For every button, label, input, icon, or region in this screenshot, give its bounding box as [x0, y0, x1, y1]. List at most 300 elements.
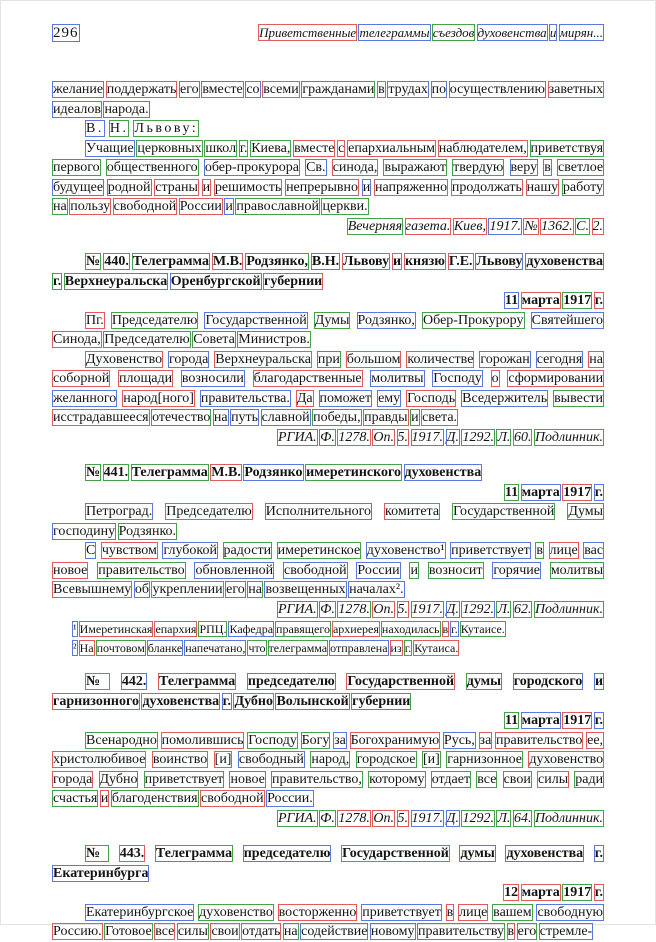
ocr-word-box: г.	[594, 846, 604, 861]
ocr-word-box: будущее	[53, 179, 104, 195]
ocr-word-box: находилась	[381, 622, 440, 636]
ocr-word-box: из	[390, 640, 402, 655]
ocr-word-box: городское	[356, 752, 416, 767]
ocr-word-box: 5.	[397, 810, 409, 826]
ocr-word-box: соборной	[53, 371, 110, 386]
ocr-word-box: Имеретинская	[79, 622, 153, 636]
ocr-word-box: съездов	[432, 25, 475, 40]
ocr-word-box: Думы	[314, 312, 350, 328]
ocr-word-box: мирян...	[559, 25, 603, 40]
ocr-word-box: что	[248, 640, 266, 655]
ocr-word-box: церкви.	[322, 199, 368, 214]
ocr-word-box: 1917.	[411, 601, 444, 617]
ocr-word-box: марта	[521, 885, 560, 900]
ocr-word-box: укреплении	[152, 582, 223, 597]
block-source	[53, 809, 603, 829]
ocr-word-box: РПЦ.	[199, 622, 227, 636]
ocr-word-box: исстрадавшееся	[53, 410, 149, 425]
ocr-word-box: Ф.	[320, 810, 335, 826]
document-body	[53, 80, 603, 942]
ocr-word-box: путь	[231, 410, 259, 425]
ocr-word-box: новое	[53, 562, 88, 578]
ocr-word-box: губернии	[352, 693, 411, 709]
ocr-word-box: свои	[211, 924, 239, 939]
ocr-word-box: выражают	[384, 160, 446, 175]
block-date	[53, 711, 603, 731]
block-date	[53, 291, 603, 311]
ocr-word-box: 1917	[563, 713, 592, 728]
ocr-word-box: радости	[223, 543, 272, 558]
ocr-word-box: Телеграмма	[131, 465, 208, 480]
ocr-word-box: Г.Е.	[448, 254, 473, 269]
ocr-word-box: духовенства	[526, 254, 604, 269]
ocr-word-box: Государственной	[453, 504, 555, 519]
ocr-word-box: новому	[370, 924, 415, 939]
ocr-word-box: возвещенных	[265, 582, 346, 597]
ocr-word-box: благодарственные	[253, 371, 362, 386]
ocr-word-box: духовенство	[199, 904, 273, 920]
ocr-word-box: 64.	[513, 810, 532, 826]
ocr-word-box: 1917.	[411, 810, 444, 826]
ocr-word-box: сформировании	[508, 371, 604, 386]
ocr-word-box: при	[317, 351, 340, 367]
ocr-word-box: трудах	[388, 82, 428, 97]
ocr-word-box: ¹	[73, 622, 77, 636]
ocr-word-box: духовенства	[404, 465, 482, 480]
ocr-word-box: 1917	[563, 484, 592, 500]
ocr-word-box: свободную	[537, 904, 603, 920]
ocr-word-box: пользу	[70, 199, 111, 214]
ocr-word-box: в	[446, 904, 454, 920]
ocr-word-box: осуществлению	[449, 82, 545, 97]
block-source	[53, 600, 603, 620]
ocr-word-box: Вседержитель	[462, 390, 548, 406]
ocr-word-box: правительство	[496, 732, 583, 748]
ocr-word-box: молитвы	[371, 371, 424, 386]
ocr-word-box: отдать	[242, 924, 281, 939]
ocr-word-box: г.	[594, 293, 603, 308]
ocr-word-box: силы	[538, 771, 569, 787]
ocr-word-box: Львову:	[134, 121, 199, 136]
ocr-word-box: гарнизонного	[53, 693, 139, 709]
ocr-word-box: 60.	[513, 429, 532, 445]
ocr-word-box: марта	[521, 293, 560, 308]
ocr-word-box: страны	[155, 179, 198, 195]
ocr-word-box: Верхнеуральска	[215, 351, 311, 367]
ocr-word-box: силы	[177, 924, 208, 939]
ocr-word-box: Богу	[301, 732, 330, 748]
ocr-word-box: Н.	[109, 121, 129, 136]
ocr-word-box: в	[536, 543, 543, 558]
ocr-word-box: г.	[222, 693, 231, 709]
ocr-word-box: народа.	[104, 101, 149, 117]
ocr-word-box: архиерея	[332, 622, 379, 636]
ocr-word-box: Верхнеуральска	[64, 273, 168, 289]
ocr-word-box: марта	[521, 713, 560, 728]
ocr-word-box: Приветственные	[259, 25, 357, 40]
ocr-word-box: количестве	[407, 351, 474, 367]
block-paragraph	[53, 502, 603, 541]
ocr-word-box: правды	[364, 410, 408, 425]
ocr-word-box: свободной	[201, 791, 264, 806]
ocr-word-box: 442.	[121, 674, 147, 689]
ocr-word-box: Духовенство	[86, 351, 163, 367]
ocr-word-box: 1362.	[541, 218, 573, 234]
ocr-word-box: Россию.	[53, 924, 102, 939]
ocr-word-box: обер-прокурора	[204, 160, 299, 175]
ocr-word-box: Д.	[446, 601, 459, 617]
ocr-word-box: отправлена	[330, 640, 388, 655]
block-paragraph	[53, 541, 603, 600]
ocr-word-box: 1292.	[462, 601, 494, 617]
ocr-word-box: за	[334, 732, 346, 748]
ocr-word-box: стремле-	[539, 924, 593, 939]
ocr-word-box: Министров.	[238, 332, 310, 347]
ocr-word-box: большом	[346, 351, 401, 367]
ocr-word-box: приветствует	[451, 543, 530, 558]
ocr-word-box: правительство	[98, 562, 185, 578]
ocr-word-box: Оп.	[373, 601, 395, 617]
ocr-word-box: и	[100, 791, 109, 806]
ocr-word-box: Государственной	[347, 674, 455, 689]
ocr-word-box: началах².	[349, 582, 404, 597]
ocr-word-box: телеграммы	[359, 25, 430, 40]
ocr-word-box: и	[595, 674, 604, 689]
ocr-word-box: света.	[422, 410, 458, 425]
ocr-word-box: твердую	[453, 160, 504, 175]
ocr-word-box: Екатеринбурга	[53, 865, 149, 881]
ocr-word-box: г.	[594, 885, 603, 900]
ocr-word-box: обновленной	[195, 562, 274, 578]
ocr-word-box: С	[86, 543, 96, 558]
ocr-word-box: чувством	[101, 543, 157, 558]
ocr-word-box: приветствуя	[530, 140, 604, 156]
ocr-word-box: г.	[53, 273, 62, 289]
ocr-word-box: г.	[451, 622, 458, 636]
ocr-word-box: непрерывно	[286, 179, 358, 195]
ocr-word-box: князю	[404, 254, 445, 269]
ocr-word-box: о	[491, 371, 499, 386]
ocr-word-box: желание	[53, 82, 104, 97]
ocr-word-box: г.	[594, 484, 603, 500]
ocr-word-box: свободной	[113, 199, 177, 214]
ocr-word-box: воинство	[152, 752, 208, 767]
ocr-word-box: в	[507, 924, 515, 939]
ocr-word-box: за	[479, 732, 492, 748]
ocr-word-box: думы	[466, 674, 502, 689]
ocr-word-box: РГИА.	[277, 429, 317, 445]
ocr-word-box: в	[378, 82, 385, 97]
ocr-word-box: В.	[86, 121, 104, 136]
ocr-word-box: гражданами	[302, 82, 375, 97]
ocr-word-box: народ[ного]	[123, 390, 194, 406]
ocr-word-box: все	[155, 924, 175, 939]
ocr-word-box: православной	[236, 199, 319, 214]
ocr-word-box: №	[86, 846, 109, 861]
ocr-word-box: напечатано,	[185, 640, 246, 655]
block-date	[53, 483, 603, 503]
ocr-word-box: работу	[562, 179, 604, 195]
ocr-word-box: ²	[73, 640, 77, 655]
ocr-word-box: продолжать	[451, 179, 522, 195]
ocr-word-box: бланке	[147, 640, 183, 655]
ocr-word-box: епархия	[155, 622, 197, 636]
ocr-word-box: победы,	[313, 410, 361, 425]
ocr-word-box: Телеграмма	[159, 674, 236, 689]
ocr-word-box: и	[362, 179, 371, 195]
ocr-word-box: Пг.	[86, 312, 104, 328]
ocr-word-box: Исполнительного	[265, 504, 371, 519]
ocr-word-box: Оренбургской	[170, 273, 261, 289]
ocr-word-box: Киева,	[251, 140, 291, 156]
ocr-word-box: Думы	[568, 504, 604, 519]
ocr-word-box: отечество	[152, 410, 211, 425]
ocr-word-box: Председателю	[111, 312, 198, 328]
ocr-word-box: Родзянко,	[246, 254, 309, 269]
ocr-word-box: свободный	[238, 752, 304, 767]
ocr-word-box: напряженно	[374, 179, 448, 195]
ocr-word-box: Совета	[193, 332, 235, 347]
ocr-word-box: Да	[296, 390, 313, 406]
ocr-word-box: вывести	[554, 390, 603, 406]
ocr-word-box: общественного	[106, 160, 198, 175]
ocr-word-box: газета.	[405, 218, 451, 234]
ocr-word-box: Богохранимую	[350, 732, 440, 748]
ocr-word-box: Оп.	[373, 429, 395, 445]
ocr-word-box: вас	[584, 543, 604, 558]
block-source	[53, 428, 603, 448]
ocr-word-box: Государственной	[342, 846, 449, 861]
ocr-word-box: помолившись	[161, 732, 244, 748]
ocr-word-box: ему	[378, 390, 401, 406]
block-continuation	[53, 80, 603, 119]
ocr-word-box: идеалов	[53, 101, 101, 117]
ocr-word-box: лице	[459, 904, 488, 920]
ocr-word-box: Русь,	[443, 732, 475, 748]
ocr-word-box: 441.	[103, 465, 129, 480]
block-date	[53, 883, 603, 903]
block-heading	[53, 844, 603, 883]
ocr-word-box: города	[169, 351, 209, 367]
ocr-word-box: На	[79, 640, 94, 655]
ocr-word-box: лице	[549, 543, 578, 558]
ocr-word-box: Ф.	[320, 429, 335, 445]
ocr-word-box: РГИА.	[277, 810, 317, 826]
ocr-word-box: желанного	[53, 390, 117, 406]
ocr-word-box: имеретинского	[306, 465, 401, 480]
ocr-word-box: Родзянко.	[118, 523, 177, 539]
ocr-word-box: молитвы	[550, 562, 604, 578]
ocr-word-box: епархиальным	[348, 140, 435, 156]
ocr-word-box: свои	[503, 771, 531, 787]
ocr-word-box: 1292.	[462, 429, 494, 445]
ocr-word-box: его	[226, 582, 245, 597]
ocr-word-box: 11	[504, 484, 519, 500]
ocr-word-box: Л.	[497, 429, 511, 445]
ocr-word-box: 1292.	[462, 810, 494, 826]
block-paragraph	[53, 350, 603, 428]
ocr-word-box: Всевышнему	[53, 582, 132, 597]
ocr-word-box: Председателю	[166, 504, 252, 519]
ocr-word-box: первого	[53, 160, 100, 175]
ocr-word-box: вашем	[493, 904, 532, 920]
ocr-word-box: Львову	[343, 254, 390, 269]
ocr-word-box: поддержать	[106, 82, 177, 97]
ocr-word-box: Вечерняя	[347, 218, 403, 234]
ocr-word-box: на	[589, 351, 603, 367]
ocr-word-box: и	[411, 410, 419, 425]
ocr-word-box: приветствует	[362, 904, 441, 920]
ocr-word-box: 2.	[592, 218, 603, 234]
ocr-word-box: России	[179, 199, 222, 214]
ocr-word-box: Дубно	[234, 693, 273, 709]
block-heading	[53, 463, 603, 483]
ocr-word-box: правящего	[276, 622, 330, 636]
ocr-word-box: счастья	[53, 791, 98, 806]
ocr-word-box: 11	[504, 713, 519, 728]
ocr-word-box: Подлинник.	[534, 810, 603, 826]
ocr-word-box: Телеграмма	[132, 254, 209, 269]
ocr-word-box: благоденствия	[111, 791, 198, 806]
ocr-word-box: телеграмма	[268, 640, 328, 655]
ocr-word-box: Родзянко,	[357, 312, 415, 328]
ocr-word-box: со	[246, 82, 260, 97]
ocr-word-box: и	[225, 199, 233, 214]
ocr-word-box: отдает	[431, 771, 471, 787]
running-title	[259, 25, 603, 41]
ocr-word-box: синода,	[332, 160, 378, 175]
ocr-word-box: школ	[205, 140, 237, 156]
ocr-word-box: г.	[594, 713, 603, 728]
ocr-word-box: Председателю	[104, 332, 190, 347]
ocr-word-box: [и]	[214, 752, 232, 767]
ocr-word-box: Кафедра	[229, 622, 274, 636]
ocr-word-box: 1278.	[338, 601, 370, 617]
ocr-word-box: восторженно	[278, 904, 357, 920]
ocr-word-box: 1278.	[338, 429, 370, 445]
ocr-word-box: Петроград.	[86, 504, 153, 519]
block-paragraph	[53, 731, 603, 809]
ocr-word-box: Оп.	[373, 810, 395, 826]
ocr-word-box: председателю	[247, 674, 335, 689]
ocr-word-box: поможет	[319, 390, 372, 406]
ocr-word-box: возносит	[428, 562, 483, 578]
ocr-word-box: России	[357, 562, 400, 578]
ocr-word-box: Д.	[446, 810, 459, 826]
block-paragraph	[53, 139, 603, 217]
ocr-word-box: В.Н.	[311, 254, 340, 269]
page-header	[53, 25, 603, 42]
ocr-word-box: наблюдателем,	[438, 140, 527, 156]
ocr-word-box: духовенство¹	[366, 543, 445, 558]
ocr-word-box: горожан	[480, 351, 530, 367]
ocr-word-box: об	[134, 582, 149, 597]
ocr-word-box: 1917.	[411, 429, 444, 445]
ocr-word-box: ее,	[587, 732, 604, 748]
ocr-word-box: его	[517, 924, 537, 939]
ocr-word-box: 12	[504, 885, 519, 900]
ocr-word-box: Господу	[433, 371, 482, 386]
ocr-word-box: №	[86, 254, 101, 269]
ocr-word-box: Кутаиса.	[414, 640, 459, 655]
ocr-word-box: нашу	[526, 179, 559, 195]
ocr-word-box: ради	[575, 771, 604, 787]
ocr-word-box: и	[410, 562, 418, 578]
ocr-word-box: Подлинник.	[534, 429, 603, 445]
ocr-word-box: сегодня	[536, 351, 583, 367]
ocr-word-box: духовенства	[506, 846, 584, 861]
ocr-word-box: Учащие	[86, 140, 134, 156]
ocr-word-box: на	[283, 924, 298, 939]
ocr-word-box: 296	[53, 25, 79, 41]
ocr-word-box: славной	[261, 410, 310, 425]
ocr-word-box: Л.	[497, 810, 511, 826]
block-paragraph	[53, 311, 603, 350]
ocr-word-box: [и]	[422, 752, 440, 767]
ocr-word-box: духовенства	[142, 693, 220, 709]
ocr-word-box: с	[338, 140, 345, 156]
block-footnote	[53, 640, 603, 657]
ocr-word-box: на	[53, 199, 67, 214]
ocr-word-box: России.	[267, 791, 313, 806]
ocr-word-box: М.В.	[211, 465, 241, 480]
ocr-word-box: всеми	[263, 82, 299, 97]
block-address	[53, 119, 603, 139]
ocr-word-box: решимость	[214, 179, 282, 195]
ocr-word-box: свободной	[284, 562, 347, 578]
ocr-word-box: и	[202, 179, 211, 195]
block-footnote	[53, 621, 603, 638]
ocr-word-box: правительство,	[272, 771, 362, 787]
ocr-word-box: церковных	[137, 140, 202, 156]
ocr-word-box: имеретинское	[277, 543, 361, 558]
ocr-word-box: Родзянко	[244, 465, 303, 480]
ocr-word-box: марта	[521, 484, 560, 500]
ocr-word-box: Кутаисе.	[460, 622, 505, 636]
ocr-word-box: на	[248, 582, 262, 597]
ocr-word-box: вместе	[202, 82, 243, 97]
ocr-word-box: народ,	[311, 752, 350, 767]
ocr-word-box: РГИА.	[277, 601, 317, 617]
ocr-word-box: которому	[369, 771, 425, 787]
ocr-word-box: веру	[510, 160, 538, 175]
ocr-word-box: и	[392, 254, 402, 269]
ocr-word-box: 1278.	[338, 810, 370, 826]
ocr-word-box: заветных	[548, 82, 604, 97]
ocr-word-box: 5.	[397, 429, 409, 445]
ocr-word-box: №	[524, 218, 538, 234]
ocr-word-box: Синода,	[53, 332, 101, 347]
ocr-word-box: Всенародно	[86, 732, 157, 748]
ocr-word-box: Подлинник.	[534, 601, 603, 617]
ocr-word-box: по	[431, 82, 447, 97]
ocr-word-box: в	[442, 622, 449, 636]
ocr-word-box: Святейшего	[531, 312, 604, 328]
ocr-word-box: губернии	[264, 273, 323, 289]
ocr-word-box: Господь	[407, 390, 456, 406]
ocr-word-box: 443.	[119, 846, 145, 861]
ocr-word-box: и	[549, 25, 557, 40]
ocr-word-box: духовенство	[529, 752, 604, 767]
ocr-word-box: господину	[53, 523, 116, 539]
ocr-word-box: 1917	[563, 293, 592, 308]
ocr-word-box: возносили	[181, 371, 244, 386]
ocr-word-box: Екатеринбургское	[86, 904, 194, 920]
ocr-word-box: Дубно	[99, 771, 138, 787]
ocr-word-box: Ф.	[320, 601, 335, 617]
ocr-word-box: №	[86, 465, 101, 480]
ocr-word-box: Государственной	[205, 312, 307, 328]
